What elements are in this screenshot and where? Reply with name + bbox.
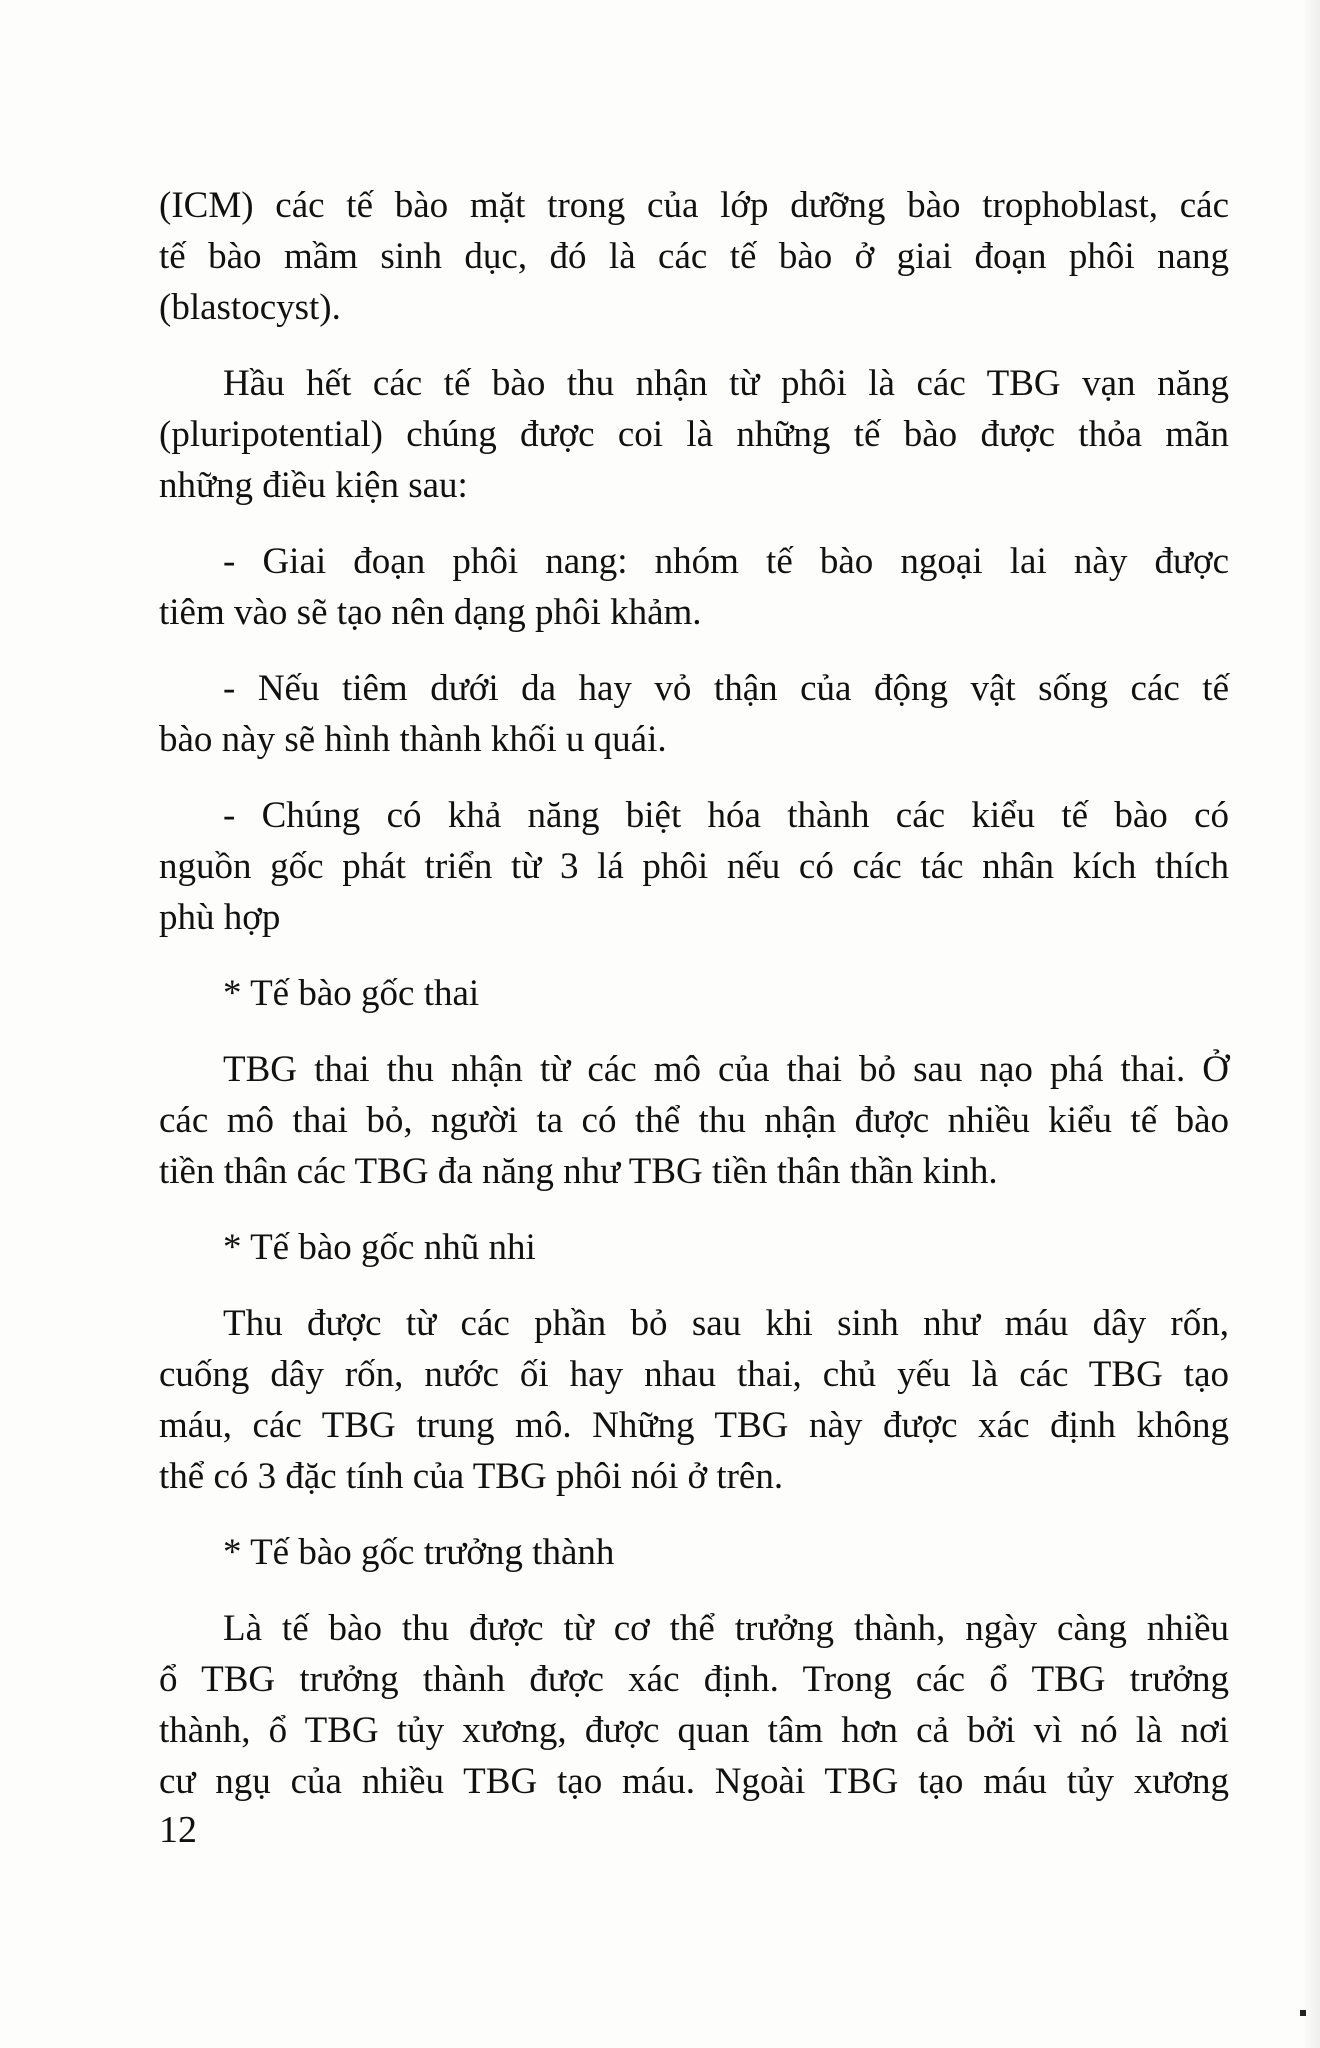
page-number: 12 — [159, 1809, 197, 1851]
text-line: bào này sẽ hình thành khối u quái. — [159, 719, 667, 760]
text-line: phù hợp — [159, 897, 281, 938]
text-line: nguồn gốc phát triển từ 3 lá phôi nếu có các tác nhân kích thích — [159, 846, 1229, 887]
paragraph-fetal — [159, 1044, 1229, 1197]
text-line: Hầu hết các tế bào thu nhận từ phôi là các TBG vạn năng — [223, 363, 1229, 404]
text-line: tiền thân các TBG đa năng như TBG tiền thân thần kinh. — [159, 1151, 998, 1192]
corner-speck — [1300, 2010, 1306, 2016]
text-line: Thu được từ các phần bỏ sau khi sinh như máu dây rốn, — [223, 1303, 1229, 1344]
text-line: ổ TBG trưởng thành được xác định. Trong các ổ TBG trưởng — [159, 1659, 1229, 1700]
text-line: - Nếu tiêm dưới da hay vỏ thận của động vật sống các tế — [223, 668, 1229, 709]
text-line: (pluripotential) chúng được coi là những tế bào được thỏa mãn — [159, 414, 1229, 455]
page-body-text — [159, 180, 1229, 1832]
text-line: (ICM) các tế bào mặt trong của lớp dưỡng bào trophoblast, các — [159, 185, 1229, 226]
text-line: - Chúng có khả năng biệt hóa thành các kiểu tế bào có — [223, 795, 1229, 836]
paragraph-pluripotential — [159, 358, 1229, 511]
text-line: Là tế bào thu được từ cơ thể trưởng thành, ngày càng nhiều — [223, 1608, 1229, 1649]
heading-infant-stem-cells: * Tế bào gốc nhũ nhi — [223, 1227, 536, 1268]
list-item-teratoma — [159, 663, 1229, 765]
text-line: cuống dây rốn, nước ối hay nhau thai, chủ yếu là các TBG tạo — [159, 1354, 1229, 1395]
text-line: TBG thai thu nhận từ các mô của thai bỏ sau nạo phá thai. Ở — [223, 1049, 1229, 1090]
text-line: - Giai đoạn phôi nang: nhóm tế bào ngoại lai này được — [223, 541, 1229, 582]
heading-fetal-stem-cells: * Tế bào gốc thai — [223, 973, 480, 1014]
text-line: thành, ổ TBG tủy xương, được quan tâm hơn cả bởi vì nó là nơi — [159, 1710, 1229, 1751]
paragraph-infant — [159, 1298, 1229, 1502]
text-line: các mô thai bỏ, người ta có thể thu nhận được nhiều kiểu tế bào — [159, 1100, 1229, 1141]
paragraph-icm — [159, 180, 1229, 333]
page-edge-shadow — [1302, 0, 1320, 2048]
text-line: máu, các TBG trung mô. Những TBG này được xác định không — [159, 1405, 1229, 1446]
paragraph-adult — [159, 1603, 1229, 1807]
text-line: cư ngụ của nhiều TBG tạo máu. Ngoài TBG tạo máu tủy xương — [159, 1761, 1229, 1802]
heading-adult-stem-cells: * Tế bào gốc trưởng thành — [223, 1532, 615, 1573]
list-item-blastocyst — [159, 536, 1229, 638]
list-item-differentiation — [159, 790, 1229, 943]
text-line: tiêm vào sẽ tạo nên dạng phôi khảm. — [159, 592, 702, 633]
text-line: (blastocyst). — [159, 287, 341, 328]
text-line: tế bào mầm sinh dục, đó là các tế bào ở giai đoạn phôi nang — [159, 236, 1229, 277]
text-line: những điều kiện sau: — [159, 465, 468, 506]
text-line: thể có 3 đặc tính của TBG phôi nói ở trên. — [159, 1456, 784, 1497]
